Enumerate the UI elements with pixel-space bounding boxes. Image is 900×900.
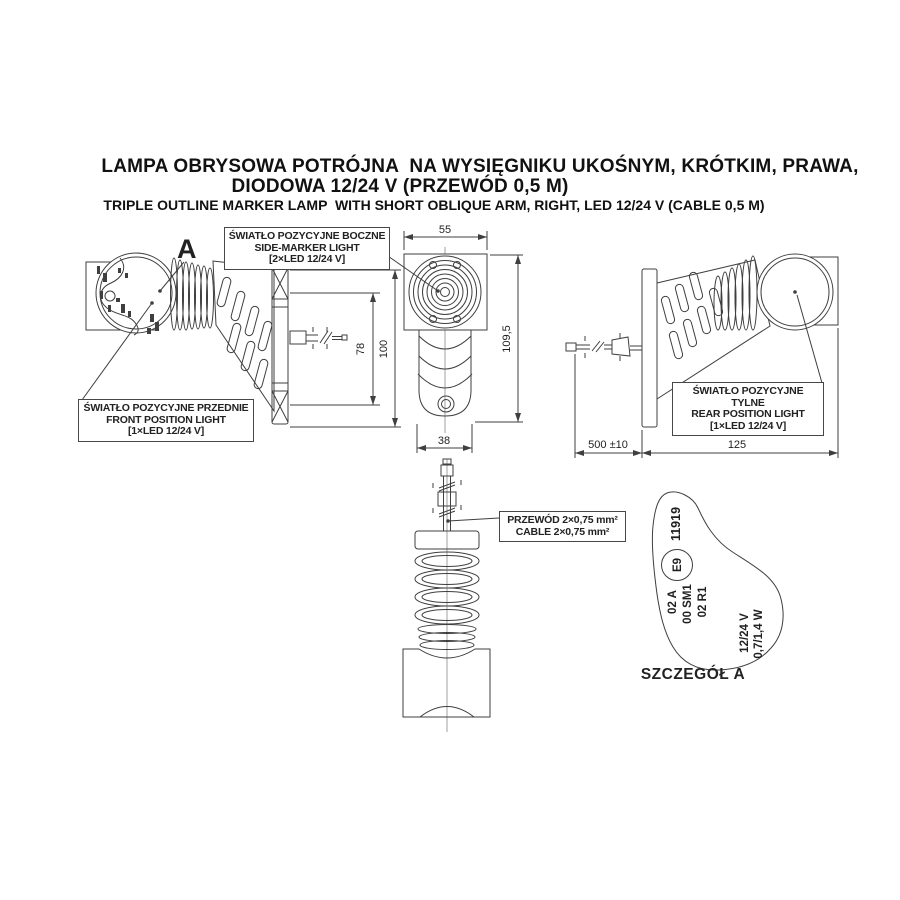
dim-label-78: 78 <box>355 342 367 356</box>
callout-rear-pl: ŚWIATŁO POZYCYJNE TYLNE <box>692 385 804 409</box>
left-bellows <box>171 258 214 330</box>
middle-top-view <box>385 224 523 453</box>
wattage-text: 0,7/1,4 W <box>753 609 765 659</box>
callout-rear-position <box>672 382 824 436</box>
detail-marker-a: A <box>177 234 197 264</box>
right-cable <box>566 333 642 361</box>
dim-78 <box>290 293 380 405</box>
callout-side-marker-led: [2×LED 12/24 V] <box>268 253 346 265</box>
title-line-2: DIODOWA 12/24 V (PRZEWÓD 0,5 M) <box>231 176 569 197</box>
dim-label-500: 500 ±10 <box>588 439 628 451</box>
front-lens-outline <box>96 253 176 333</box>
callout-rear-en: REAR POSITION LIGHT <box>691 408 805 420</box>
dim-label-55: 55 <box>438 224 452 236</box>
e-mark-text: E9 <box>672 557 684 573</box>
right-mounting-plate <box>642 269 657 427</box>
dim-label-109-5: 109,5 <box>501 325 513 353</box>
homologation-number: 11919 <box>669 506 683 542</box>
left-arm-slots <box>216 276 272 389</box>
callout-rear-led: [1×LED 12/24 V] <box>709 419 787 432</box>
callout-cable-en: CABLE 2×0,75 mm² <box>515 525 610 538</box>
left-stud-cable <box>290 327 347 349</box>
callout-cable <box>499 511 626 542</box>
dim-label-100: 100 <box>378 339 390 359</box>
dim-55 <box>404 224 487 250</box>
title-line-1: LAMPA OBRYSOWA POTRÓJNA NA WYSIĘGNIKU UKOŚNYM, KRÓTKIM, PRAWA, <box>101 156 859 177</box>
detail-a-blob <box>652 492 783 670</box>
right-bellows <box>714 256 757 330</box>
cable-callout-leader <box>448 518 499 521</box>
callout-cable-pl: PRZEWÓD 2×0,75 mm² <box>507 514 618 526</box>
callout-side-marker-en: SIDE-MARKER LIGHT <box>254 241 360 254</box>
callout-front-led: [1×LED 12/24 V] <box>127 425 205 437</box>
approval-line-1: 02 A <box>667 590 679 614</box>
detail-caption: SZCZEGÓŁ A <box>640 666 746 683</box>
dim-label-125: 125 <box>727 439 747 451</box>
callout-front-en: FRONT POSITION LIGHT <box>106 413 226 426</box>
callout-side-marker <box>224 227 390 270</box>
approval-line-3: 02 R1 <box>697 586 709 618</box>
callout-front-position <box>78 399 254 442</box>
dim-100 <box>290 270 401 427</box>
callout-front-pl: ŚWIATŁO POZYCYJNE PRZEDNIE <box>83 402 249 414</box>
callout-side-marker-pl: ŚWIATŁO POZYCYJNE BOCZNE <box>228 230 386 242</box>
dim-38 <box>417 424 472 453</box>
dim-500 <box>575 354 642 458</box>
voltage-text: 12/24 V <box>739 613 751 653</box>
dim-label-38: 38 <box>437 435 451 447</box>
approval-line-2: 00 SM1 <box>682 584 694 624</box>
bottom-housing <box>403 649 490 717</box>
title-line-3: TRIPLE OUTLINE MARKER LAMP WITH SHORT OBLIQUE ARM, RIGHT, LED 12/24 V (CABLE 0,5 M) <box>103 197 765 213</box>
bottom-rear-view <box>403 459 499 732</box>
